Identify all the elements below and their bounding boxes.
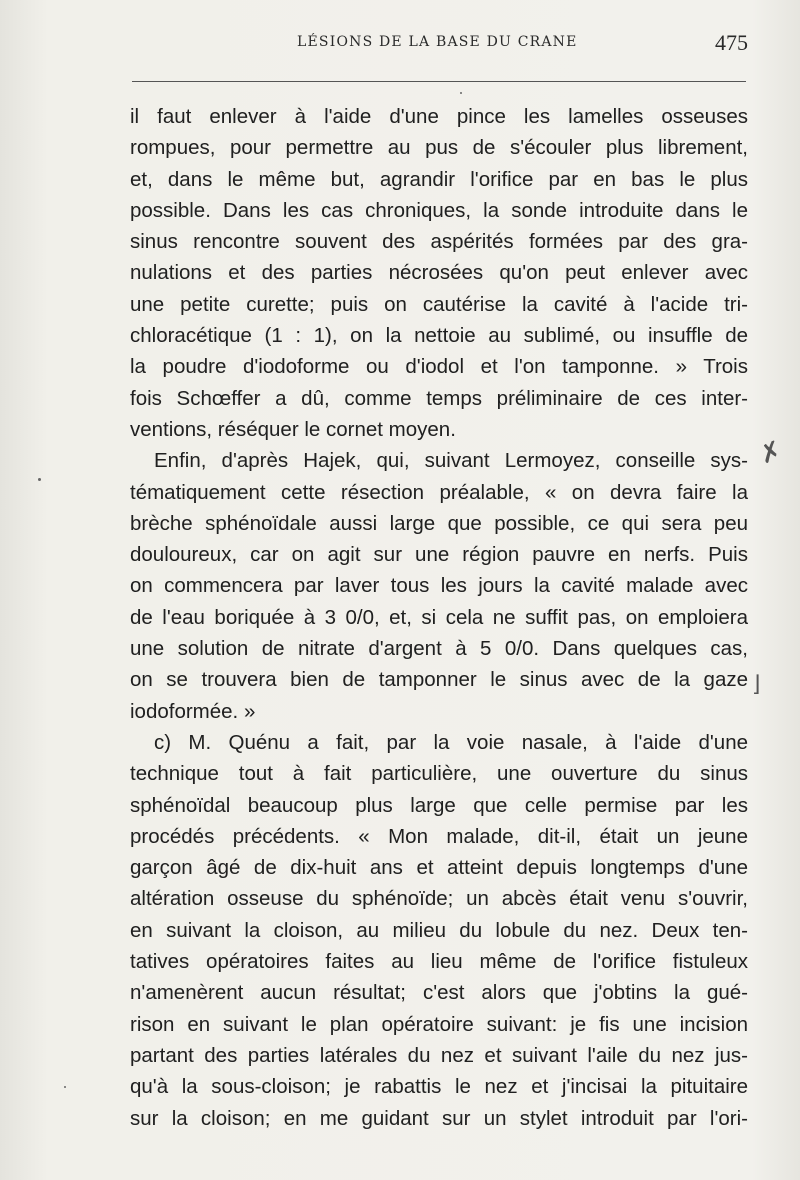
paper-speck [460,92,462,94]
text-line: fois Schœffer a dû, comme temps préliminaire de ces inter- [130,386,748,410]
text-line: qu'à la sous-cloison; je rabattis le nez et j'incisai la pituitaire [130,1075,748,1099]
text-line: sinus rencontre souvent des aspérités formées par des gra- [130,230,748,254]
paragraph-start: Enfin, d'après Hajek, qui, suivant Lermoyez, conseille sys- [154,449,748,473]
text-line: une petite curette; puis on cautérise la cavité à l'acide tri- [130,292,748,316]
text-line: altération osseuse du sphénoïde; un abcès était venu s'ouvrir, [130,887,748,911]
text-line: partant des parties latérales du nez et suivant l'aile du nez jus- [130,1043,748,1067]
text-line: ventions, réséquer le cornet moyen. [130,417,456,441]
text-line: il faut enlever à l'aide d'une pince les lamelles osseuses [130,105,748,128]
header-rule [132,81,746,82]
text-line: rompues, pour permettre au pus de s'écouler plus librement, [130,136,748,160]
text-line: procédés précédents. « Mon malade, dit-il, était un jeune [130,824,748,848]
body-text [130,101,748,1134]
page-header [132,30,750,60]
text-line: technique tout à fait particulière, une ouverture du sinus [130,762,748,786]
paper-speck [64,1086,66,1088]
text-line: en suivant la cloison, au milieu du lobule du nez. Deux ten- [130,918,748,942]
paragraph-start: c) M. Quénu a fait, par la voie nasale, à l'aide d'une [154,730,748,754]
text-line: nulations et des parties nécrosées qu'on peut enlever avec [130,261,748,285]
margin-annotation-x: ✗ [755,435,787,471]
text-line: sur la cloison; en me guidant sur un stylet introduit par l'ori- [130,1106,748,1130]
text-line: on commencera par laver tous les jours la cavité malade avec [130,574,748,598]
text-line: une solution de nitrate d'argent à 5 0/0. Dans quelques cas, [130,637,748,661]
text-line: sphénoïdal beaucoup plus large que celle permise par les [130,793,748,817]
text-line: on se trouvera bien de tamponner le sinus avec de la gaze [130,668,748,692]
text-line: et, dans le même but, agrandir l'orifice par en bas le plus [130,167,748,191]
paper-speck [38,478,41,481]
text-line: tématiquement cette résection préalable, « on devra faire la [130,480,748,504]
text-line: garçon âgé de dix-huit ans et atteint depuis longtemps d'une [130,856,748,880]
text-line: chloracétique (1 : 1), on la nettoie au sublimé, ou insuffle de [130,324,748,348]
margin-annotation-bracket: ⌋ [752,672,761,697]
text-line: n'amenèrent aucun résultat; c'est alors que j'obtins la gué- [130,981,748,1005]
text-line: de l'eau boriquée à 3 0/0, et, si cela ne suffit pas, on emploiera [130,605,748,629]
text-line: possible. Dans les cas chroniques, la sonde introduite dans le [130,198,748,222]
text-line: la poudre d'iodoforme ou d'iodol et l'on tamponne. » Trois [130,355,748,379]
text-line: douloureux, car on agit sur une région pauvre en nerfs. Puis [130,543,748,567]
text-line: rison en suivant le plan opératoire suivant: je fis une incision [130,1012,748,1036]
page-number: 475 [715,30,748,55]
running-head: LÉSIONS DE LA BASE DU CRANE [297,34,578,50]
text-line: iodoformée. » [130,699,256,723]
text-line: brèche sphénoïdale aussi large que possible, ce qui sera peu [130,511,748,535]
text-line: tatives opératoires faites au lieu même de l'orifice fistuleux [130,950,748,974]
